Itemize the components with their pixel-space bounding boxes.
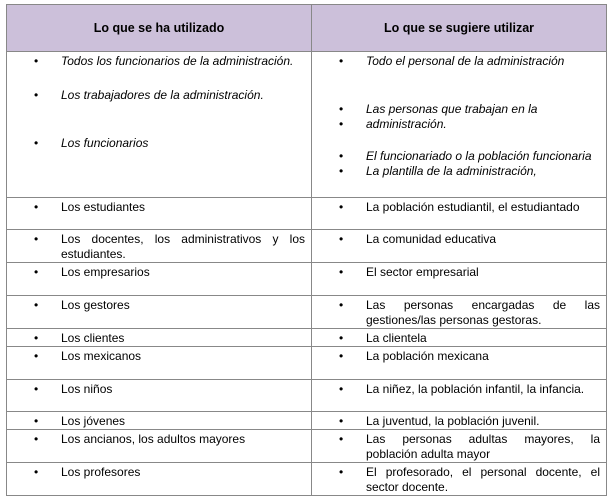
- cell-used: [7, 329, 312, 347]
- cell-used: [7, 263, 312, 296]
- cell-used: [7, 347, 312, 380]
- list-item: • Todos los funcionarios de la administración.: [7, 54, 305, 69]
- cell-suggested: [312, 263, 607, 296]
- cell-used: [7, 412, 312, 430]
- cell-suggested: [312, 230, 607, 263]
- table-row: [7, 296, 607, 329]
- list-item: • La juventud, la población juvenil.: [312, 414, 600, 429]
- table-row: [7, 329, 607, 347]
- list-item: • Los estudiantes: [7, 200, 305, 215]
- cell-suggested: [312, 198, 607, 230]
- cell-suggested: [312, 329, 607, 347]
- list-item: • Todo el personal de la administración: [312, 54, 600, 69]
- table-row: [7, 380, 607, 412]
- cell-used: [7, 52, 312, 198]
- cell-suggested: [312, 463, 607, 496]
- table-row: [7, 430, 607, 463]
- cell-used: [7, 380, 312, 412]
- cell-used: [7, 463, 312, 496]
- header-suggested: Lo que se sugiere utilizar: [312, 5, 607, 52]
- list-item: • Los ancianos, los adultos mayores: [7, 432, 305, 447]
- list-item: • El sector empresarial: [312, 265, 600, 280]
- list-item: • administración.: [312, 117, 600, 132]
- list-item: • La plantilla de la administración,: [312, 164, 600, 179]
- table-row: [7, 263, 607, 296]
- list-item: • Los trabajadores de la administración.: [7, 88, 305, 103]
- list-item: • La población estudiantil, el estudiantado: [312, 200, 600, 215]
- bullet-list: [7, 52, 311, 151]
- table-row: [7, 198, 607, 230]
- terminology-table: [6, 4, 607, 496]
- list-item: • La clientela: [312, 331, 600, 346]
- list-item: • Los clientes: [7, 331, 305, 346]
- table-row: [7, 230, 607, 263]
- cell-suggested: [312, 347, 607, 380]
- cell-used: [7, 430, 312, 463]
- cell-suggested: [312, 430, 607, 463]
- cell-used: [7, 230, 312, 263]
- cell-suggested: [312, 296, 607, 329]
- list-item: • La comunidad educativa: [312, 232, 600, 247]
- header-row: [7, 5, 607, 52]
- list-item: • Las personas encargadas de las gestiones/las personas gestoras.: [312, 298, 600, 328]
- table-row: [7, 347, 607, 380]
- list-item: • Los docentes, los administrativos y los estudiantes.: [7, 232, 305, 262]
- list-item: • La población mexicana: [312, 349, 600, 364]
- list-item: • Los funcionarios: [7, 136, 305, 151]
- list-item: • Las personas adultas mayores, la población adulta mayor: [312, 432, 600, 462]
- list-item: • La niñez, la población infantil, la infancia.: [312, 382, 600, 397]
- list-item: • Los jóvenes: [7, 414, 305, 429]
- cell-suggested: [312, 412, 607, 430]
- cell-used: [7, 198, 312, 230]
- list-item: • Los mexicanos: [7, 349, 305, 364]
- list-item: • Los gestores: [7, 298, 305, 313]
- list-item: • Las personas que trabajan en la: [312, 102, 600, 117]
- header-used: Lo que se ha utilizado: [7, 5, 312, 52]
- list-item: • Los empresarios: [7, 265, 305, 280]
- cell-suggested: [312, 380, 607, 412]
- cell-suggested: [312, 52, 607, 198]
- list-item: • El profesorado, el personal docente, el sector docente.: [312, 465, 600, 495]
- list-item: • Los profesores: [7, 465, 305, 480]
- table-row: [7, 412, 607, 430]
- bullet-list: [312, 52, 606, 179]
- cell-used: [7, 296, 312, 329]
- list-item: • El funcionariado o la población funcionaria: [312, 149, 600, 164]
- list-item: • Los niños: [7, 382, 305, 397]
- table-row: [7, 463, 607, 496]
- table-row: [7, 52, 607, 198]
